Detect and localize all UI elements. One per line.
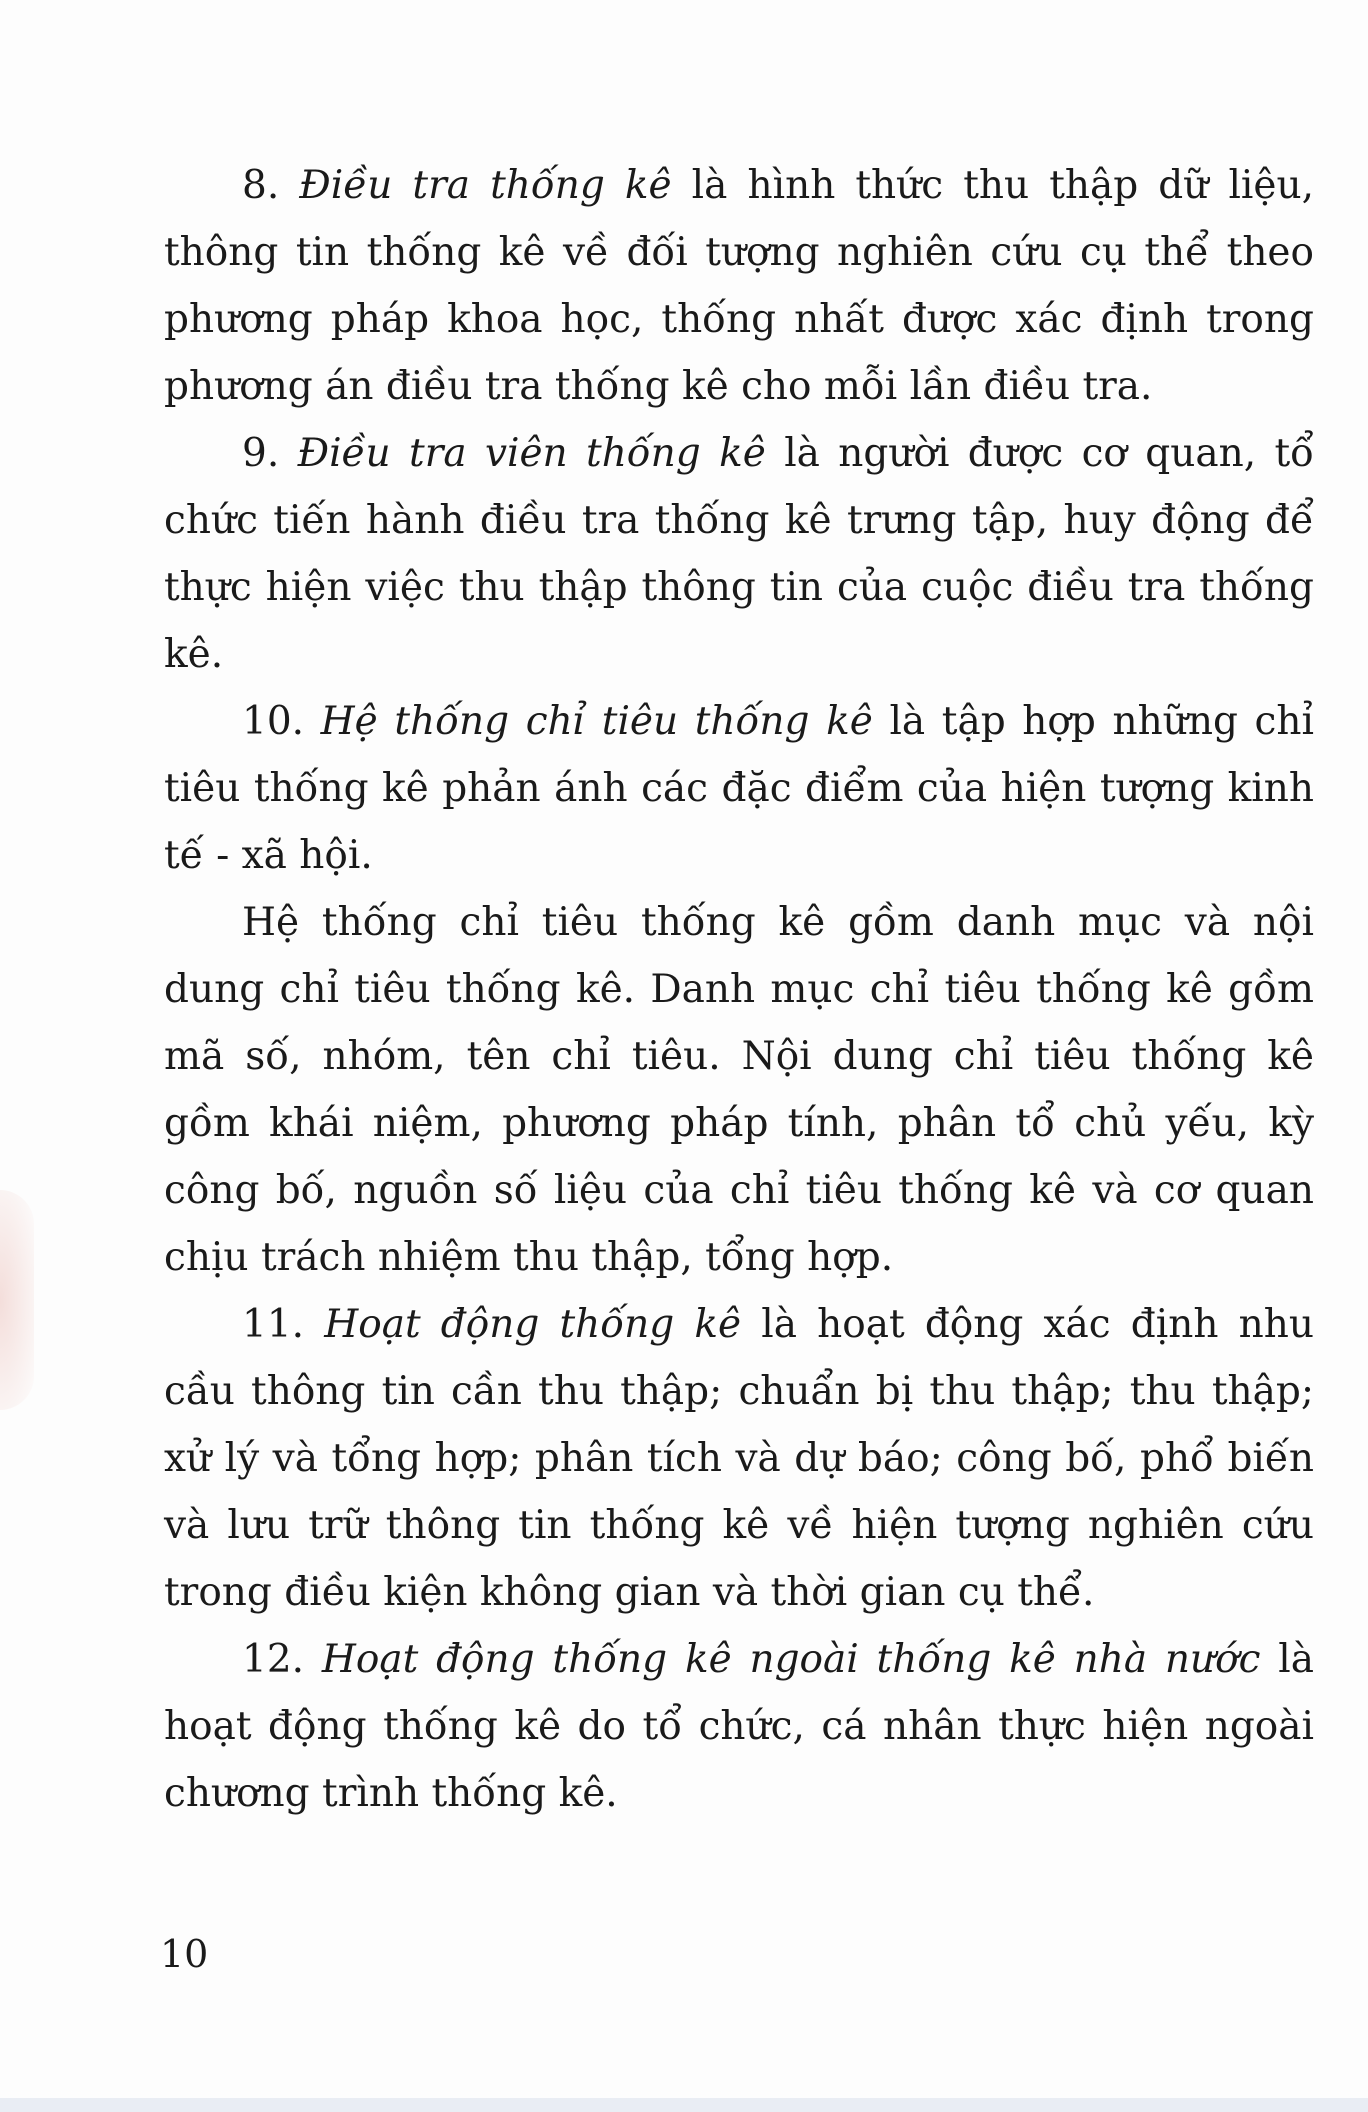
defined-term: Điều tra thống kê <box>299 163 672 208</box>
paragraph-body: là hình thức thu thập dữ liệu, thông tin thống kê về đối tượng nghiên cứu cụ thể theo phương pháp khoa học, thống nhất được xác định trong phương án điều tra thống kê cho mỗi lần điều tra. <box>164 163 1314 409</box>
defined-term: Hoạt động thống kê ngoài thống kê nhà nước <box>321 1637 1261 1682</box>
paragraph-body: là tập hợp những chỉ tiêu thống kê phản ánh các đặc điểm của hiện tượng kinh tế - xã hội. <box>164 699 1314 878</box>
paragraph-body: là người được cơ quan, tổ chức tiến hành điều tra thống kê trưng tập, huy động để thực hiện việc thu thập thông tin của cuộc điều tra thống kê. <box>164 431 1314 677</box>
page-number: 10 <box>160 1932 209 1976</box>
paragraph-body: là hoạt động xác định nhu cầu thông tin cần thu thập; chuẩn bị thu thập; thu thập; xử lý và tổng hợp; phân tích và dự báo; công bố, phổ biến và lưu trữ thông tin thống kê về hiện tượng nghiên cứu trong điều kiện không gian và thời gian cụ thể. <box>164 1302 1314 1615</box>
paragraph-body: là hoạt động thống kê do tổ chức, cá nhân thực hiện ngoài chương trình thống kê. <box>164 1637 1314 1816</box>
paragraph-number: 10. <box>242 699 305 744</box>
paragraph-12 <box>164 1626 1314 1827</box>
paragraph-10 <box>164 688 1314 889</box>
paragraph-number: 12. <box>242 1637 305 1682</box>
paragraph-number: 9. <box>242 431 280 476</box>
paragraph-number: 8. <box>242 163 280 208</box>
paragraph-body: Hệ thống chỉ tiêu thống kê gồm danh mục và nội dung chỉ tiêu thống kê. Danh mục chỉ tiêu thống kê gồm mã số, nhóm, tên chỉ tiêu. Nội dung chỉ tiêu thống kê gồm khái niệm, phương pháp tính, phân tổ chủ yếu, kỳ công bố, nguồn số liệu của chỉ tiêu thống kê và cơ quan chịu trách nhiệm thu thập, tổng hợp. <box>164 900 1314 1280</box>
page-edge-stain <box>0 1190 34 1410</box>
scan-bottom-edge <box>0 2098 1368 2112</box>
defined-term: Hoạt động thống kê <box>324 1302 742 1347</box>
paragraph-9 <box>164 420 1314 688</box>
defined-term: Điều tra viên thống kê <box>297 431 766 476</box>
paragraph-number: 11. <box>242 1302 305 1347</box>
paragraph-8 <box>164 152 1314 420</box>
defined-term: Hệ thống chỉ tiêu thống kê <box>320 699 873 744</box>
paragraph-10-continued <box>164 889 1314 1291</box>
paragraph-11 <box>164 1291 1314 1626</box>
text-block <box>164 152 1314 1827</box>
